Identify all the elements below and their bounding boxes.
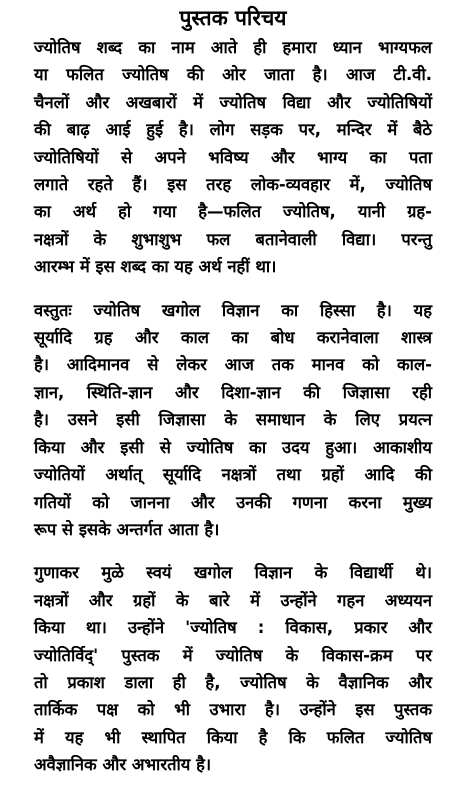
- text-line: तो प्रकाश डाला ही है, ज्योतिष के वैज्ञानिक और: [34, 672, 432, 692]
- paragraph-gap: [34, 281, 432, 297]
- page-title: पुस्तक परिचय: [179, 6, 287, 30]
- text-line: चैनलों और अखबारों में ज्योतिष विद्या और ज्योतिषियों: [34, 92, 432, 112]
- text-line: ज्ञान, स्थिति-ज्ञान और दिशा-ज्ञान की जिज्ञासा रही: [34, 382, 432, 402]
- text-line: नक्षत्रों और ग्रहों के बारे में उन्होंने गहन अध्ययन: [34, 590, 432, 610]
- text-line: ज्योतिष शब्द का नाम आते ही हमारा ध्यान भाग्यफल: [34, 38, 432, 57]
- text-line: नक्षत्रों के शुभाशुभ फल बतानेवाली विद्या। परन्तु: [34, 229, 432, 249]
- paragraph-1: [34, 34, 432, 281]
- text-line: लगाते रहते हैं। इस तरह लोक-व्यवहार में, ज्योतिष: [34, 175, 432, 195]
- text-line: की बाढ़ आई हुई है। लोग सड़क पर, मन्दिर में बैठे: [34, 120, 432, 140]
- text-line: है। उसने इसी जिज्ञासा के समाधान के लिए प्रयत्न: [34, 410, 432, 430]
- text-line: में यह भी स्थापित किया है कि फलित ज्योतिष: [34, 727, 432, 747]
- text-line: का अर्थ हो गया है—फलित ज्योतिष, यानी ग्रह-: [34, 202, 432, 222]
- paragraph-2: [34, 297, 432, 544]
- text-line: ज्योतियों अर्थात् सूर्यादि नक्षत्रों तथा ग्रहों आदि की: [34, 465, 432, 485]
- text-line: रूप से इसके अन्तर्गत आता है।: [34, 519, 220, 539]
- text-line: गुणाकर मुळे स्वयं खगोल विज्ञान के विद्यार्थी थे।: [34, 563, 432, 583]
- paragraph-3: [34, 559, 432, 778]
- text-line: किया था। उन्होंने 'ज्योतिष : विकास, प्रकार और: [34, 618, 432, 638]
- text-line: सूर्यादि ग्रह और काल का बोध करानेवाला शास्त्र: [34, 328, 432, 348]
- text-line: ज्योतिषियों से अपने भविष्य और भाग्य का पता: [34, 147, 432, 167]
- text-line: अवैज्ञानिक और अभारतीय है।: [34, 755, 212, 775]
- text-line: गतियों को जानना और उनकी गणना करना मुख्य: [34, 492, 432, 512]
- text-line: आरम्भ में इस शब्द का यह अर्थ नहीं था।: [34, 257, 277, 277]
- text-line: तार्किक पक्ष को भी उभारा है। उन्होंने इस पुस्तक: [34, 700, 432, 720]
- paragraph-gap: [34, 543, 432, 559]
- text-line: वस्तुतः ज्योतिष खगोल विज्ञान का हिस्सा है। यह: [34, 300, 432, 320]
- text-line: किया और इसी से ज्योतिष का उदय हुआ। आकाशीय: [34, 437, 432, 457]
- text-line: ज्योतिर्विद्' पुस्तक में ज्योतिष के विकास-क्रम पर: [34, 645, 432, 665]
- text-line: है। आदिमानव से लेकर आज तक मानव को काल-: [34, 355, 432, 375]
- text-line: या फलित ज्योतिष की ओर जाता है। आज टी.वी.: [34, 65, 432, 85]
